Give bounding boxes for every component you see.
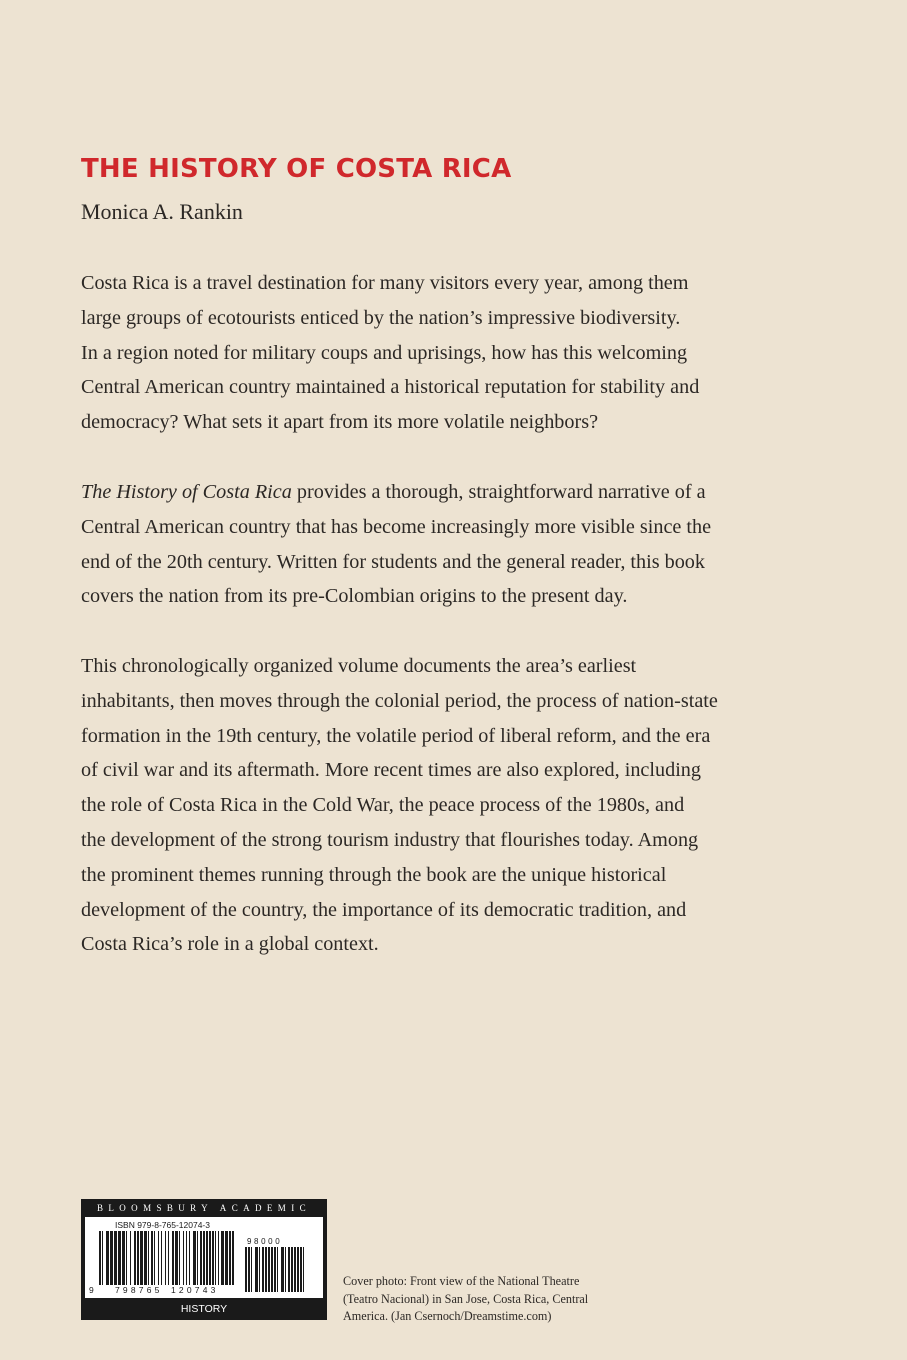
blurb-paragraph-3 <box>81 649 801 962</box>
barcode-bar <box>183 1231 184 1285</box>
book-title: THE HISTORY OF COSTA RICA <box>81 154 512 184</box>
barcode-bar <box>300 1247 302 1292</box>
barcode-bar <box>144 1231 147 1285</box>
barcode-bar <box>215 1231 216 1285</box>
barcode-bar <box>137 1231 139 1285</box>
isbn-label: ISBN 979-8-765-12074-3 <box>115 1220 210 1230</box>
barcode-bar <box>148 1231 149 1285</box>
barcode-bar <box>179 1231 180 1285</box>
barcode-bar <box>118 1231 121 1285</box>
barcode-bar <box>221 1231 224 1285</box>
cover-credit-line: Cover photo: Front view of the National Theatre <box>343 1274 580 1288</box>
blurb-line <box>81 475 801 510</box>
barcode-bar <box>291 1247 293 1292</box>
barcode-bar <box>255 1247 258 1292</box>
blurb-line: democracy? What sets it apart from its more volatile neighbors? <box>81 411 599 434</box>
blurb-line: This chronologically organized volume documents the area’s earliest <box>81 655 637 677</box>
barcode-bar <box>245 1247 247 1292</box>
barcode-bar <box>277 1247 278 1292</box>
barcode-bar <box>265 1247 267 1292</box>
barcode-bar <box>122 1231 125 1285</box>
barcode-bar <box>274 1247 276 1292</box>
category-label: HISTORY <box>180 1303 228 1315</box>
publisher-name: BLOOMSBURY ACADEMIC <box>96 1203 312 1213</box>
barcode-bar <box>303 1247 304 1292</box>
barcode-bar <box>271 1247 273 1292</box>
blurb-line: covers the nation from its pre-Colombian origins to the present day. <box>81 585 628 608</box>
blurb-line: the role of Costa Rica in the Cold War, the peace process of the 1980s, and <box>81 794 685 817</box>
barcode-bar <box>218 1231 219 1285</box>
blurb-line: In a region noted for military coups and uprisings, how has this welcoming <box>81 341 688 364</box>
blurb-line: formation in the 19th century, the volatile period of liberal reform, and the era <box>81 724 711 747</box>
barcode-bar <box>288 1247 290 1292</box>
barcode-bar <box>168 1231 169 1285</box>
barcode-bar <box>225 1231 228 1285</box>
barcode-bar <box>158 1231 159 1285</box>
barcode-bar <box>268 1247 270 1292</box>
blurb-line: large groups of ecotourists enticed by the nation’s impressive biodiversity. <box>81 306 681 329</box>
cover-credit-line: (Teatro Nacional) in San Jose, Costa Rica, Central <box>343 1291 589 1306</box>
barcode-bar <box>110 1231 113 1285</box>
barcode-bar <box>114 1231 117 1285</box>
barcode-bar <box>200 1231 202 1285</box>
barcode-bar <box>251 1247 252 1292</box>
author-name: Monica A. Rankin <box>81 199 243 224</box>
barcode-bar <box>232 1231 234 1285</box>
barcode-bar <box>165 1231 166 1285</box>
barcode-addon-digits: 98000 <box>247 1237 283 1246</box>
barcode-bar <box>126 1231 127 1285</box>
barcode-bar <box>285 1247 286 1292</box>
barcode-bar <box>99 1231 101 1285</box>
barcode-bar <box>151 1231 153 1285</box>
blurb-line: Costa Rica is a travel destination for many visitors every year, among them <box>81 272 689 294</box>
barcode-bar <box>140 1231 143 1285</box>
barcode-right-digits: 120743 <box>171 1285 219 1295</box>
barcode-left-digits: 798765 <box>115 1285 163 1295</box>
blurb-line: Central American country that has become increasingly more visible since the <box>81 515 712 538</box>
barcode-bar <box>206 1231 208 1285</box>
barcode-bar <box>203 1231 205 1285</box>
barcode-bar <box>229 1231 231 1285</box>
barcode-bar <box>259 1247 260 1292</box>
barcode-bar <box>186 1231 187 1285</box>
barcode-bar <box>172 1231 174 1285</box>
barcode-bar <box>102 1231 103 1285</box>
cover-credit-line: America. (Jan Csernoch/Dreamstime.com) <box>343 1309 552 1323</box>
barcode-bar <box>189 1231 190 1285</box>
barcode-bar <box>297 1247 299 1292</box>
barcode-bar <box>130 1231 131 1285</box>
blurb-line: Central American country maintained a historical reputation for stability and <box>81 376 700 399</box>
barcode-panel <box>85 1217 323 1298</box>
blurb-paragraph-2 <box>81 475 801 614</box>
blurb-line: Costa Rica’s role in a global context. <box>81 933 379 956</box>
blurb-line: the prominent themes running through the book are the unique historical <box>81 863 667 886</box>
barcode-bar <box>154 1231 155 1285</box>
barcode-bar <box>134 1231 136 1285</box>
book-title-italic: The History of Costa Rica <box>81 481 292 503</box>
barcode-lead-digit: 9 <box>89 1285 94 1295</box>
barcode-block <box>81 1199 327 1320</box>
blurb-line: end of the 20th century. Written for students and the general reader, this book <box>81 550 705 573</box>
barcode-bar <box>248 1247 250 1292</box>
barcode-bar <box>193 1231 196 1285</box>
blurb-line: inhabitants, then moves through the colonial period, the process of nation-state <box>81 689 718 712</box>
barcode-bar <box>106 1231 109 1285</box>
blurb-paragraph-1 <box>81 266 801 440</box>
barcode-bar <box>175 1231 178 1285</box>
blurb-line: the development of the strong tourism industry that flourishes today. Among <box>81 828 699 851</box>
barcode-bar <box>281 1247 284 1292</box>
barcode-bar <box>212 1231 214 1285</box>
cover-credit <box>343 1273 643 1326</box>
barcode-bar <box>161 1231 162 1285</box>
barcode-bar <box>294 1247 296 1292</box>
barcode-bar <box>197 1231 198 1285</box>
blurb-line: development of the country, the importance of its democratic tradition, and <box>81 898 687 921</box>
blurb-line-rest: provides a thorough, straightforward narrative of a <box>291 481 706 503</box>
blurb-line: of civil war and its aftermath. More recent times are also explored, including <box>81 759 701 782</box>
barcode-bar <box>209 1231 211 1285</box>
barcode-bar <box>262 1247 264 1292</box>
